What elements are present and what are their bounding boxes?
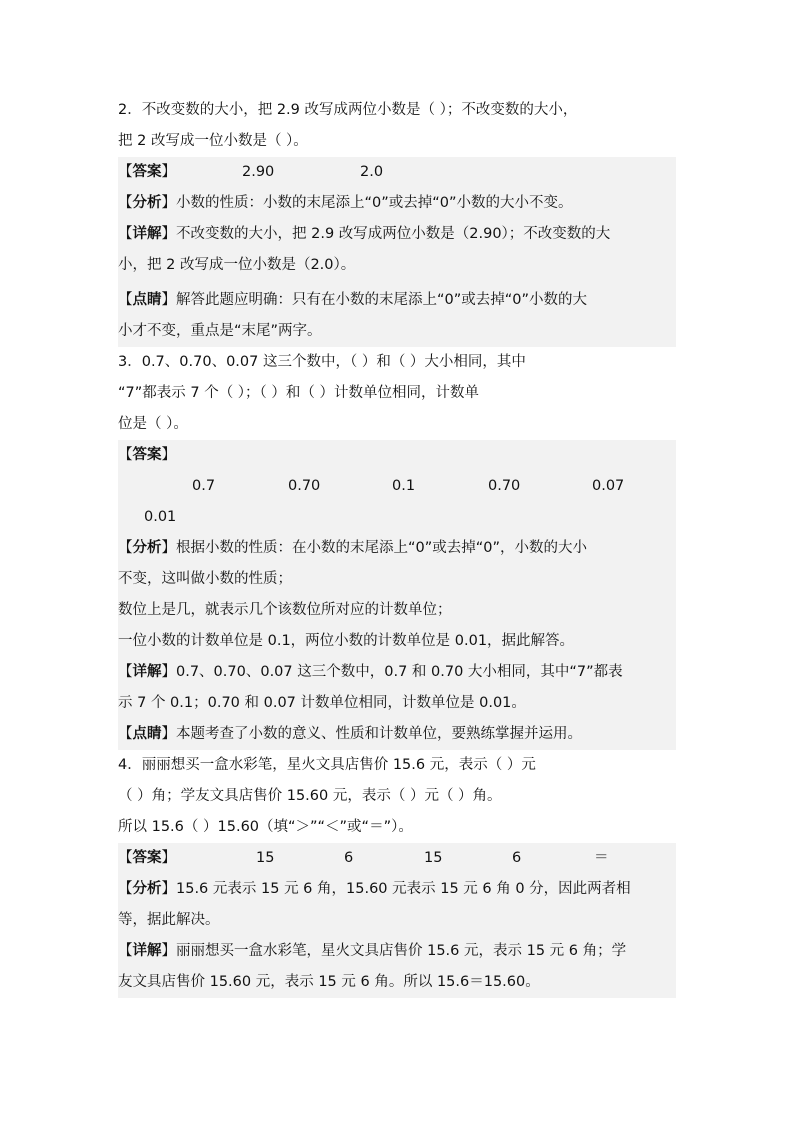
q3-analysis-line3: 数位上是几，就表示几个该数位所对应的计数单位； xyxy=(118,602,452,618)
q2-detail-text1: 不改变数的大小，把 2.9 改写成两位小数是（2.90）；不改变数的大 xyxy=(176,226,611,242)
q2-analysis xyxy=(118,188,676,219)
q4-answer-3: 15 xyxy=(424,850,443,866)
q4-answer-row xyxy=(118,843,676,874)
q2-stem-line2: 把 2 改写成一位小数是（ ）。 xyxy=(118,133,308,149)
q3-stem-line1: 3．0.7、0.70、0.07 这三个数中，（ ）和（ ）大小相同，其中 xyxy=(118,354,526,370)
q3-tip xyxy=(118,719,676,750)
q3-detail-line2: 示 7 个 0.1；0.70 和 0.07 计数单位相同，计数单位是 0.01。 xyxy=(118,695,526,711)
q4-analysis-text1: 15.6 元表示 15 元 6 角，15.60 元表示 15 元 6 角 0 分，因此两者相 xyxy=(176,881,631,897)
q4-analysis-line2: 等，据此解决。 xyxy=(118,912,220,928)
q3-detail-line1 xyxy=(118,657,676,688)
q2-tip-text1: 解答此题应明确：只有在小数的末尾添上“0”或去掉“0”小数的大 xyxy=(176,292,587,308)
q2-stem-line1: 2．不改变数的大小，把 2.9 改写成两位小数是（ ）；不改变数的大小， xyxy=(118,102,578,118)
q2-answer-row xyxy=(118,157,676,188)
q4-analysis-line1 xyxy=(118,874,676,905)
q2-detail-line1 xyxy=(118,219,676,250)
q3-answer-6: 0.01 xyxy=(144,509,177,525)
detail-label: 【 详解 】 xyxy=(118,664,176,680)
q3-detail-text1: 0.7、0.70、0.07 这三个数中，0.7 和 0.70 大小相同，其中“7”都表 xyxy=(176,664,623,680)
q2-answer-2: 2.0 xyxy=(360,164,384,180)
q4-answer-5: ＝ xyxy=(594,850,609,866)
q4-detail-line1 xyxy=(118,936,676,967)
q4-solution xyxy=(118,843,676,998)
q3-answer-1: 0.7 xyxy=(192,478,216,494)
q4-detail-text1: 丽丽想买一盒水彩笔，星火文具店售价 15.6 元，表示 15 元 6 角；学 xyxy=(176,943,627,959)
worksheet xyxy=(118,95,676,998)
q3-answer-5: 0.07 xyxy=(592,478,625,494)
q4-detail-line2: 友文具店售价 15.60 元，表示 15 元 6 角。所以 15.6＝15.60。 xyxy=(118,974,540,990)
answer-label: 【 答案 】 xyxy=(118,850,176,866)
q3-analysis-text1: 根据小数的性质：在小数的末尾添上“0”或去掉“0”，小数的大小 xyxy=(176,540,587,556)
analysis-label: 【 分析 】 xyxy=(118,540,176,556)
detail-label: 【 详解 】 xyxy=(118,226,176,242)
q2-analysis-text: 小数的性质：小数的末尾添上“0”或去掉“0”小数的大小不变。 xyxy=(176,195,573,211)
q3-answer-4: 0.70 xyxy=(488,478,521,494)
q3-answer-3: 0.1 xyxy=(392,478,416,494)
q3-analysis-line1 xyxy=(118,533,676,564)
q2-detail-line2: 小，把 2 改写成一位小数是（2.0）。 xyxy=(118,257,356,273)
answer-label: 【 答案 】 xyxy=(118,164,176,180)
q2-solution xyxy=(118,157,676,347)
analysis-label: 【 分析 】 xyxy=(118,881,176,897)
q4-answer-1: 15 xyxy=(256,850,275,866)
q4-stem-line1: 4．丽丽想买一盒水彩笔，星火文具店售价 15.6 元，表示（ ）元 xyxy=(118,757,536,773)
q3-solution xyxy=(118,440,676,750)
q2-tip-line1 xyxy=(118,285,676,316)
q2-answer-1: 2.90 xyxy=(242,164,275,180)
q4-answer-4: 6 xyxy=(512,850,522,866)
tip-label: 【 点睛 】 xyxy=(118,292,176,308)
q4-answer-2: 6 xyxy=(344,850,354,866)
q4-stem-line2: （ ）角；学友文具店售价 15.60 元，表示（ ）元（ ）角。 xyxy=(118,788,502,804)
q3-tip-text: 本题考查了小数的意义、性质和计数单位，要熟练掌握并运用。 xyxy=(176,726,582,742)
q3-answer-2: 0.70 xyxy=(288,478,321,494)
q3-analysis-line2: 不变，这叫做小数的性质； xyxy=(118,571,292,587)
detail-label: 【 详解 】 xyxy=(118,943,176,959)
q3-answer-row xyxy=(118,471,676,502)
q2-tip-line2: 小才不变，重点是“末尾”两字。 xyxy=(118,323,322,339)
q3-answer-label-row xyxy=(118,440,676,471)
q3-stem-line2: “7”都表示 7 个（ ）；（ ）和（ ）计数单位相同，计数单 xyxy=(118,385,480,401)
q4-stem-line3: 所以 15.6（ ）15.60（填“＞”“＜”或“＝”）。 xyxy=(118,819,413,835)
tip-label: 【 点睛 】 xyxy=(118,726,176,742)
analysis-label: 【 分析 】 xyxy=(118,195,176,211)
answer-label: 【 答案 】 xyxy=(118,447,176,463)
q3-answer-row2 xyxy=(118,502,676,533)
q3-stem-line3: 位是（ ）。 xyxy=(118,416,188,432)
q3-analysis-line4: 一位小数的计数单位是 0.1，两位小数的计数单位是 0.01，据此解答。 xyxy=(118,633,575,649)
